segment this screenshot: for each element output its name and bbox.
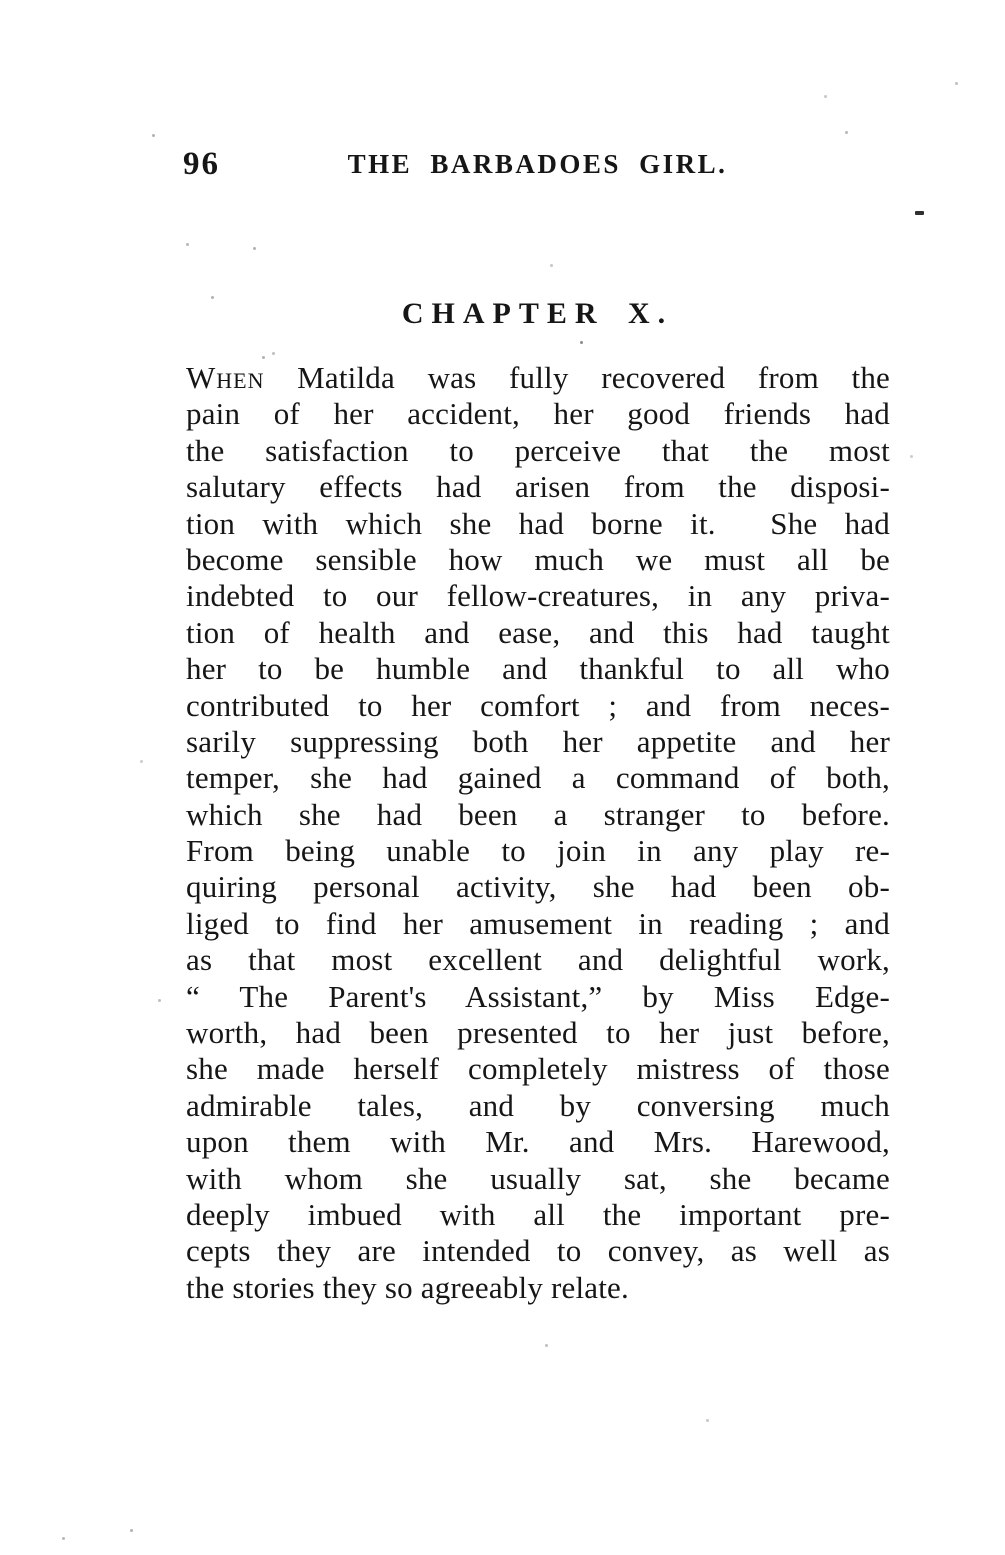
- text-line: become sensible how much we must all be: [186, 541, 890, 577]
- text-line: salutary effects had arisen from the disposi-: [186, 469, 890, 505]
- text-line: as that most excellent and delightful work,: [186, 942, 890, 978]
- text-lines-container: [186, 396, 890, 1306]
- opening-word-smallcaps: When: [186, 360, 265, 395]
- text-line: admirable tales, and by conversing much: [186, 1087, 890, 1123]
- text-line: deeply imbued with all the important pre-: [186, 1196, 890, 1232]
- page-number: 96: [183, 146, 220, 182]
- chapter-heading: CHAPTER X.: [401, 297, 674, 330]
- text-line: “ The Parent's Assistant,” by Miss Edge-: [186, 978, 890, 1014]
- text-line: contributed to her comfort ; and from neces-: [186, 687, 890, 723]
- text-line: with whom she usually sat, she became: [186, 1160, 890, 1196]
- text-line: temper, she had gained a command of both,: [186, 760, 890, 796]
- text-line: liged to find her amusement in reading ; and: [186, 905, 890, 941]
- first-line-rest: Matilda was fully recovered from the: [297, 360, 890, 395]
- text-line: upon them with Mr. and Mrs. Harewood,: [186, 1124, 890, 1160]
- text-line: From being unable to join in any play re-: [186, 833, 890, 869]
- text-line: pain of her accident, her good friends had: [186, 396, 890, 432]
- text-line: which she had been a stranger to before.: [186, 796, 890, 832]
- text-line: the satisfaction to perceive that the most: [186, 432, 890, 468]
- scan-speckles: [0, 0, 3, 3]
- text-line: cepts they are intended to convey, as well as: [186, 1233, 890, 1269]
- text-line: [186, 360, 890, 396]
- text-line: the stories they so agreeably relate.: [186, 1269, 629, 1305]
- running-title: THE BARBADOES GIRL.: [347, 149, 728, 179]
- text-line: tion with which she had borne it. She had: [186, 505, 890, 541]
- text-line: worth, had been presented to her just before,: [186, 1015, 890, 1051]
- text-line: tion of health and ease, and this had taught: [186, 614, 890, 650]
- text-line: her to be humble and thankful to all who: [186, 651, 890, 687]
- text-line: quiring personal activity, she had been ob-: [186, 869, 890, 905]
- text-line: sarily suppressing both her appetite and her: [186, 723, 890, 759]
- scan-mark-dash: [915, 211, 924, 215]
- chapter-text: [186, 360, 890, 1306]
- page-header: [185, 146, 890, 186]
- text-line: indebted to our fellow-creatures, in any priva-: [186, 578, 890, 614]
- text-line: she made herself completely mistress of those: [186, 1051, 890, 1087]
